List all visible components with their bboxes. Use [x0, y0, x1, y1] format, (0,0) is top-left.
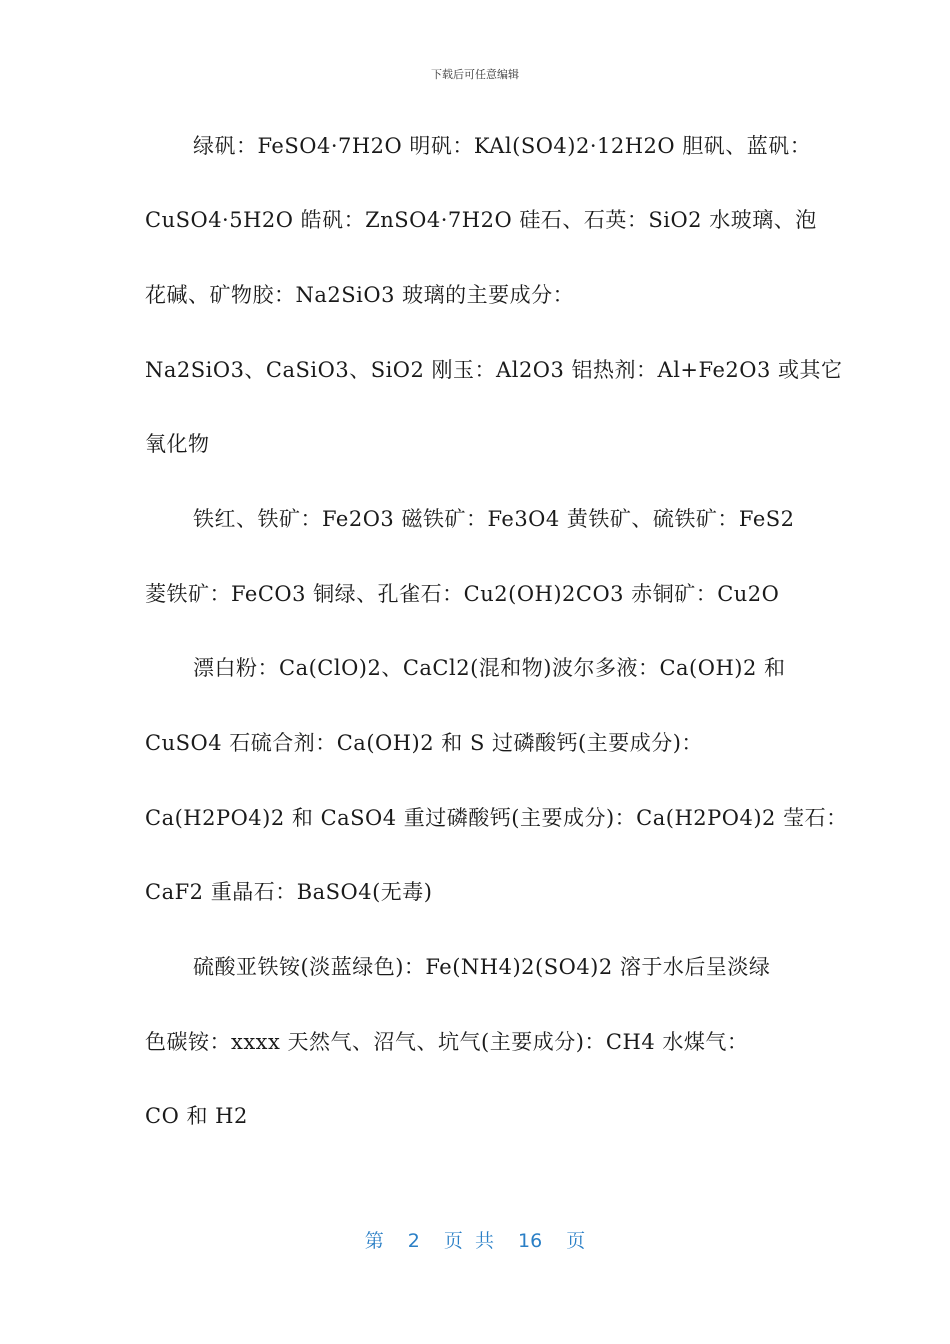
text-line: CaF2 重晶石：BaSO4(无毒)	[145, 880, 433, 904]
text-line: 色碳铵：xxxx 天然气、沼气、坑气(主要成分)：CH4 水煤气：	[145, 1030, 749, 1054]
text-line: 硫酸亚铁铵(淡蓝绿色)：Fe(NH4)2(SO4)2 溶于水后呈淡绿	[193, 955, 771, 979]
text-line: 菱铁矿：FeCO3 铜绿、孔雀石：Cu2(OH)2CO3 赤铜矿：Cu2O	[145, 582, 780, 606]
footer-total-pages: 16	[518, 1230, 543, 1252]
text-line: CuSO4 石硫合剂：Ca(OH)2 和 S 过磷酸钙(主要成分)：	[145, 731, 703, 755]
footer-prefix: 第	[364, 1230, 384, 1252]
text-line: Na2SiO3、CaSiO3、SiO2 刚玉：Al2O3 铝热剂：Al+Fe2O3 或其它	[145, 358, 843, 382]
text-line: 氧化物	[145, 432, 210, 456]
footer-middle: 页 共	[443, 1230, 494, 1252]
footer-page-number: 2	[407, 1230, 420, 1252]
text-line: 漂白粉：Ca(ClO)2、CaCl2(混和物)波尔多液：Ca(OH)2 和	[193, 656, 786, 680]
text-line: CuSO4·5H2O 皓矾：ZnSO4·7H2O 硅石、石英：SiO2 水玻璃、泡	[145, 208, 817, 232]
text-line: 绿矾：FeSO4·7H2O 明矾：KAl(SO4)2·12H2O 胆矾、蓝矾：	[193, 134, 812, 158]
page-footer	[0, 1226, 950, 1253]
footer-suffix: 页	[566, 1230, 586, 1252]
header-note: 下载后可任意编辑	[431, 68, 519, 81]
text-line: CO 和 H2	[145, 1104, 248, 1128]
text-line: 铁红、铁矿：Fe2O3 磁铁矿：Fe3O4 黄铁矿、硫铁矿：FeS2	[193, 507, 795, 531]
text-line: 花碱、矿物胶：Na2SiO3 玻璃的主要成分：	[145, 283, 575, 307]
text-line: Ca(H2PO4)2 和 CaSO4 重过磷酸钙(主要成分)：Ca(H2PO4)2 莹石：	[145, 806, 848, 830]
